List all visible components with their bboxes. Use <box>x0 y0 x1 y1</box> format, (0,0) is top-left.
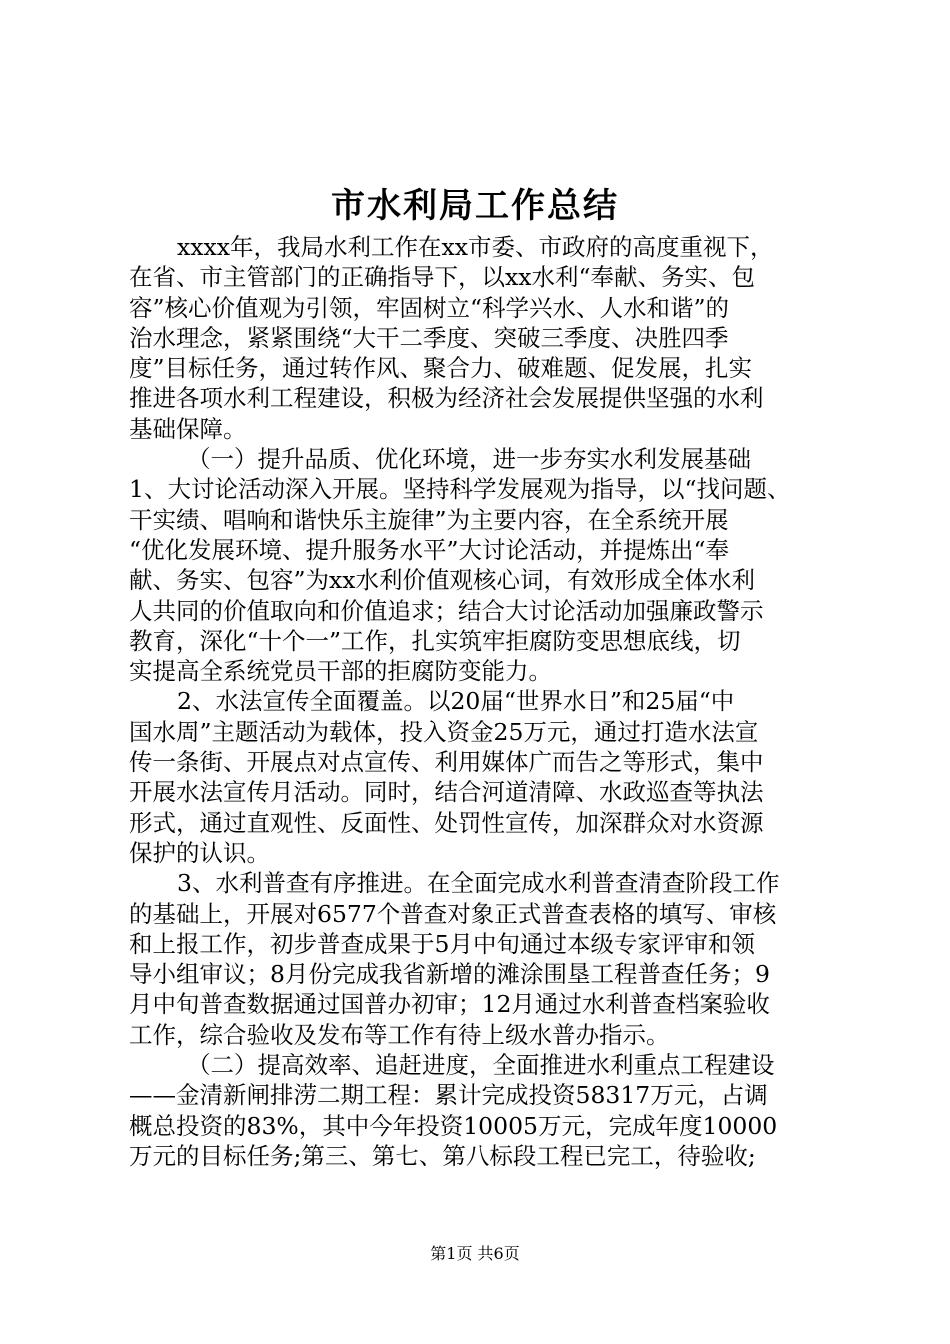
text-line: 献、务实、包容”为xx水利价值观核心词，有效形成全体水利 <box>129 566 756 595</box>
text-line: 人共同的价值取向和价值追求；结合大讨论活动加强廉政警示 <box>129 596 764 625</box>
text-line: 2、水法宣传全面覆盖。以20届“世界水日”和25届“中 <box>177 687 735 716</box>
text-line: 月中旬普查数据通过国普办初审；12月通过水利普查档案验收 <box>129 990 770 1019</box>
text-line: 导小组审议；8月份完成我省新增的滩涂围垦工程普查任务；9 <box>129 960 770 989</box>
text-line: 治水理念，紧紧围绕“大干二季度、突破三季度、决胜四季 <box>129 323 729 352</box>
document-body <box>129 232 829 1171</box>
text-line: 和上报工作，初步普查成果于5月中旬通过本级专家评审和领 <box>129 929 755 958</box>
document-title: 市水利局工作总结 <box>331 186 619 226</box>
section-heading-1: （一）提升品质、优化环境，进一步夯实水利发展基础 <box>187 445 751 474</box>
text-line: 开展水法宣传月活动。同时，结合河道清障、水政巡查等执法 <box>129 778 764 807</box>
text-line: 万元的目标任务;第三、第七、第八标段工程已完工，待验收; <box>129 1141 756 1170</box>
text-line: 概总投资的83%，其中今年投资10005万元，完成年度10000 <box>129 1111 778 1140</box>
text-line: 国水周”主题活动为载体，投入资金25万元，通过打造水法宣 <box>129 717 759 746</box>
section-heading-2: （二）提高效率、追赶进度，全面推进水利重点工程建设 <box>187 1051 775 1080</box>
text-line: 3、水利普查有序推进。在全面完成水利普查清查阶段工作 <box>177 869 780 898</box>
text-line: 传一条街、开展点对点宣传、利用媒体广而告之等形式，集中 <box>129 748 764 777</box>
text-line: 实提高全系统党员干部的拒腐防变能力。 <box>129 657 552 686</box>
page-number-footer: 第1页 共6页 <box>430 1244 520 1263</box>
text-line: 度”目标任务，通过转作风、聚合力、破难题、促发展，扎实 <box>129 354 753 383</box>
text-line: “优化发展环境、提升服务水平”大讨论活动，并提炼出“奉 <box>129 535 730 564</box>
text-line: 1、大讨论活动深入开展。坚持科学发展观为指导，以“找问题、 <box>129 475 791 504</box>
text-line: 推进各项水利工程建设，积极为经济社会发展提供坚强的水利 <box>129 384 764 413</box>
text-line: 形式，通过直观性、反面性、处罚性宣传，加深群众对水资源 <box>129 808 764 837</box>
text-line: 工作，综合验收及发布等工作有待上级水普办指示。 <box>129 1020 670 1049</box>
text-line: ——金清新闸排涝二期工程：累计完成投资58317万元，占调 <box>129 1081 768 1110</box>
text-line: 干实绩、唱响和谐快乐主旋律”为主要内容，在全系统开展 <box>129 505 729 534</box>
text-line: 教育，深化“十个一”工作，扎实筑牢拒腐防变思想底线，切 <box>129 626 741 655</box>
text-line: 基础保障。 <box>129 414 247 443</box>
text-line: 容”核心价值观为引领，牢固树立“科学兴水、人水和谐”的 <box>129 293 730 322</box>
text-line: 在省、市主管部门的正确指导下，以xx水利“奉献、务实、包 <box>129 263 756 292</box>
text-line: 保护的认识。 <box>129 838 270 867</box>
text-line: xxxx年，我局水利工作在xx市委、市政府的高度重视下， <box>177 233 774 261</box>
text-line: 的基础上，开展对6577个普查对象正式普查表格的填写、审核 <box>129 899 777 928</box>
